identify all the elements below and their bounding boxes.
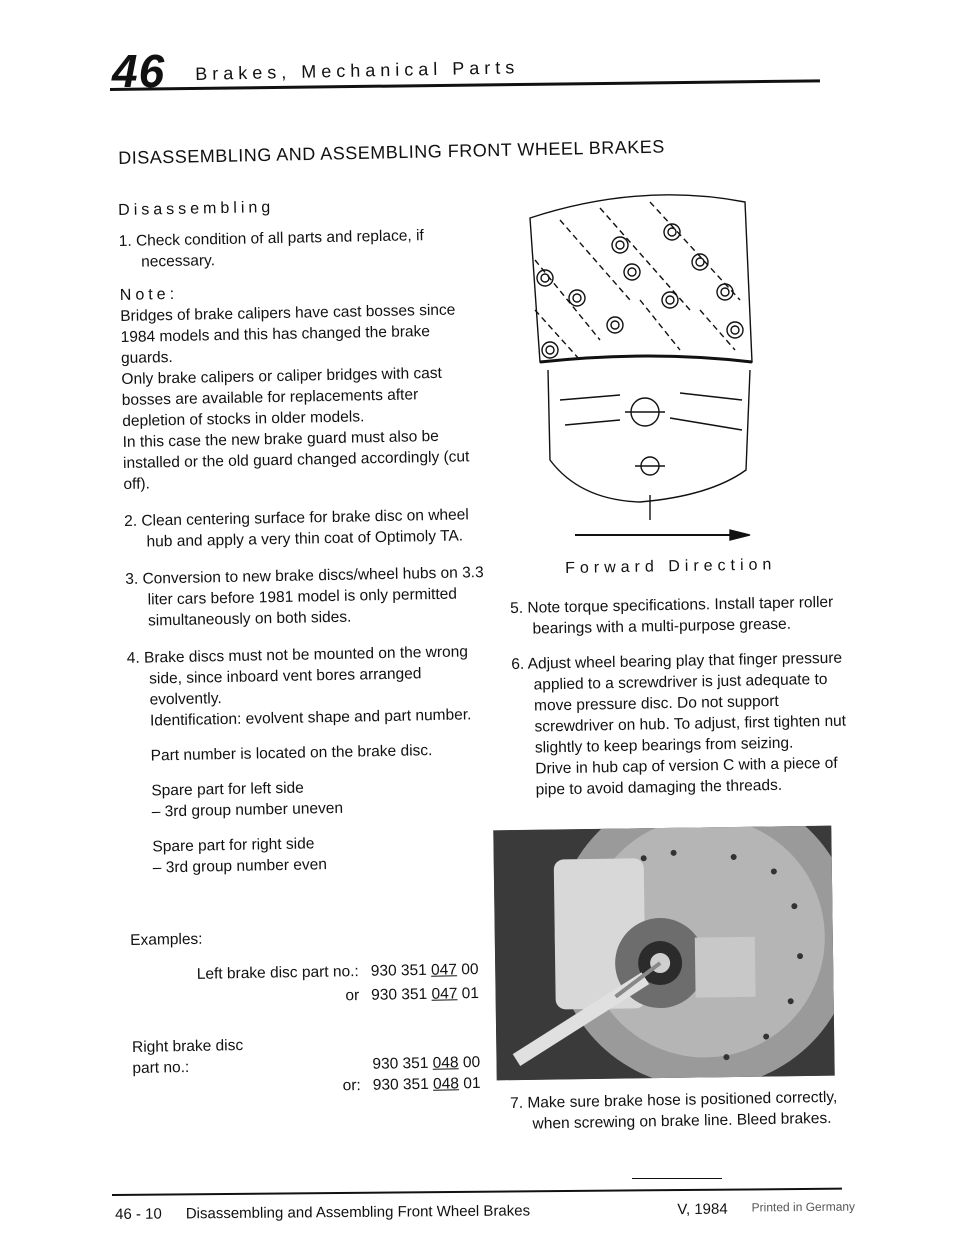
spare-right-rule: – 3rd group number even: [152, 856, 328, 877]
example-row: [131, 983, 491, 1013]
note-line-1: Bridges of brake calipers have cast bosses since 1984 models and this has changed the brake guards.: [120, 301, 456, 367]
spare-right-title: Spare part for right side: [152, 835, 315, 856]
examples-label: Examples:: [130, 930, 203, 949]
example-label: Right brake disc part no.:: [131, 1037, 244, 1077]
step-7: [510, 1087, 841, 1135]
note-line-3: In this case the new brake guard must also be installed or the old guard changed accordingly (cut off).: [122, 427, 470, 493]
footer-rule: [112, 1188, 842, 1196]
chapter-number: 46: [112, 45, 166, 97]
step-1: 1. Check condition of all parts and replace, if necessary.: [118, 227, 424, 271]
step-3: 3. Conversion to new brake discs/wheel hubs on 3.3 liter cars before 1981 model is only permitted simultaneously on both sides.: [125, 564, 484, 630]
note-label: Note:: [119, 285, 179, 304]
chapter-title: Brakes, Mechanical Parts: [195, 57, 520, 84]
step-4: 4. Brake discs must not be mounted on the wrong side, since inboard vent bores arranged evolvently.: [126, 643, 469, 709]
note-line-2: Only brake calipers or caliper bridges with cast bosses are available for replacements after depletion of stocks in older models.: [121, 364, 443, 430]
wheel-hub-photo: [493, 826, 834, 1081]
example-part-number: 930 351 047 01: [371, 984, 480, 1004]
examples-block: [130, 924, 493, 1103]
page-footer: [115, 1200, 855, 1223]
step-6: 6. Adjust wheel bearing play that finger pressure applied to a screwdriver is just adequate to move pressure disc. Do not support screwdriver on hub. To adjust, first tighten nut slightly to keep bearings from seizing.: [511, 649, 847, 757]
brake-disc-diagram: [520, 190, 770, 550]
section-title: DISASSEMBLING AND ASSEMBLING FRONT WHEEL BRAKES: [118, 136, 665, 168]
example-part-number: 930 351 047 00: [370, 960, 479, 980]
step-7-text: 7. Make sure brake hose is positioned correctly, when screwing on brake line. Bleed brakes.: [510, 1088, 838, 1133]
example-label: or: [345, 987, 360, 1005]
step-6-hub-cap: Drive in hub cap of version C with a piece of pipe to avoid damaging the threads.: [535, 754, 838, 799]
left-column: [118, 193, 491, 879]
page-number: 46 - 10: [115, 1205, 162, 1223]
diagram-caption: Forward Direction: [565, 556, 777, 577]
example-row: [132, 1033, 493, 1079]
footer-title: Disassembling and Assembling Front Wheel Brakes: [185, 1202, 531, 1223]
step-2: 2. Clean centering surface for brake disc on wheel hub and apply a very thin coat of Optimoly TA.: [124, 506, 469, 551]
step-4-identification: Identification: evolvent shape and part number.: [149, 706, 472, 730]
example-part-number: 930 351 048 01: [372, 1074, 481, 1094]
step-4-location: Part number is located on the brake disc.: [150, 742, 433, 765]
short-divider: [632, 1178, 722, 1179]
edition: V, 1984: [677, 1200, 728, 1219]
example-label: or:: [342, 1076, 361, 1095]
example-label: Left brake disc part no.:: [196, 963, 359, 983]
right-column: [510, 591, 854, 800]
subheading-disassembling: Disassembling: [118, 199, 275, 219]
printed-in: Printed in Germany: [751, 1199, 856, 1215]
step-5: 5. Note torque specifications. Install taper roller bearings with a multi-purpose grease.: [510, 593, 834, 638]
spare-left-title: Spare part for left side: [151, 779, 304, 800]
example-part-number: 930 351 048 00: [372, 1053, 481, 1073]
spare-left-rule: – 3rd group number uneven: [151, 799, 344, 821]
